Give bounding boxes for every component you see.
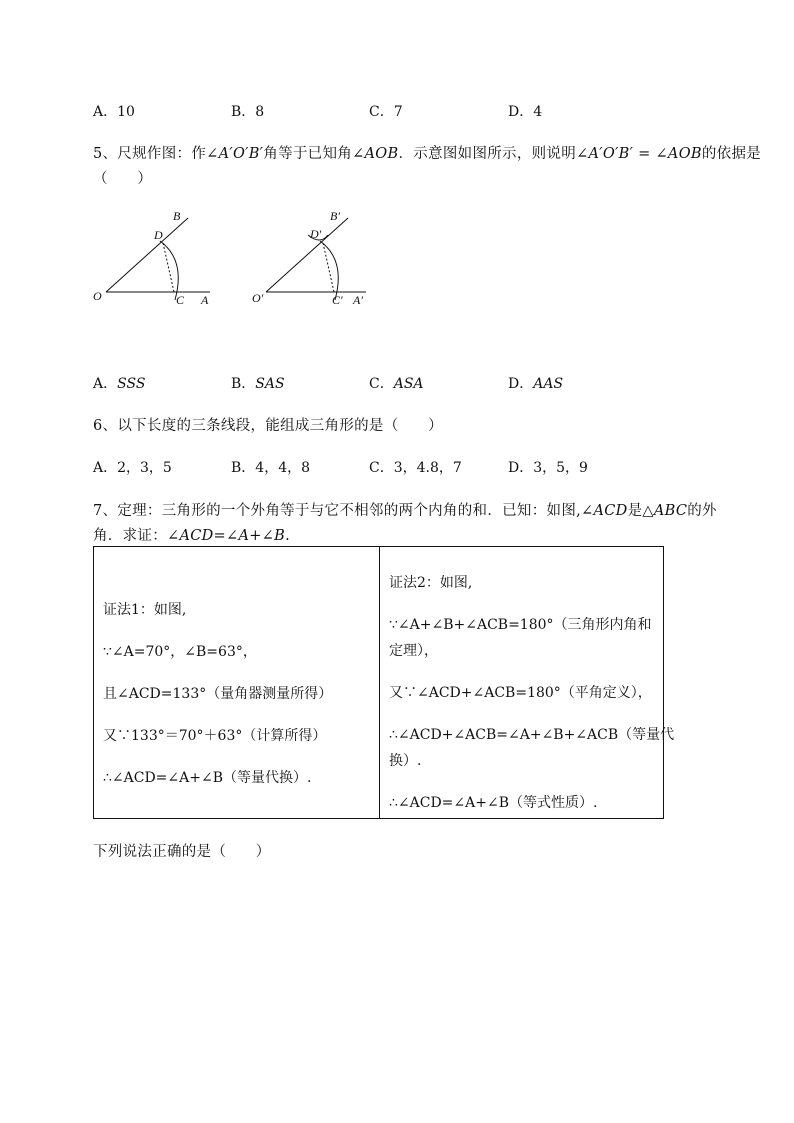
q4-option-d: D．4 bbox=[508, 104, 543, 120]
q5-text-c: ．示意图如图所示，则说明 bbox=[398, 146, 577, 162]
proof1-cell bbox=[94, 547, 380, 819]
label-b: B bbox=[173, 209, 181, 223]
q5-text-d: 的依据是 bbox=[701, 146, 762, 162]
q5-option-b bbox=[231, 373, 285, 393]
proof2-line7: ∴∠ACD=∠A+∠B（等式性质）. bbox=[389, 795, 598, 811]
proof2-title: 证法2：如图, bbox=[389, 575, 473, 591]
q7-angle-acd: ∠ACD bbox=[581, 503, 628, 519]
label-a-prime: A′ bbox=[353, 293, 363, 307]
q7-text-d: 角．求证： bbox=[93, 528, 167, 544]
q5-text-b: 角等于已知角 bbox=[263, 146, 353, 162]
q5-option-c-prefix: C． bbox=[369, 376, 394, 392]
label-b-prime: B′ bbox=[330, 209, 340, 223]
q7-text-end: . bbox=[285, 528, 290, 544]
q4-option-a: A．10 bbox=[93, 104, 135, 120]
proof1-title: 证法1：如图, bbox=[103, 602, 187, 618]
proof2-line6: 换）. bbox=[389, 753, 422, 769]
q5-stem bbox=[93, 142, 761, 163]
q5-figure bbox=[88, 205, 378, 310]
q7-stem-line1 bbox=[93, 499, 717, 520]
proof2-cell bbox=[380, 547, 675, 819]
ray-ob bbox=[106, 218, 188, 292]
q5-option-c-text: ASA bbox=[393, 376, 424, 392]
q5-option-a-prefix: A． bbox=[93, 376, 118, 392]
q7-text-c: 的外 bbox=[687, 503, 717, 519]
label-o: O bbox=[93, 289, 102, 303]
q4-option-b: B．8 bbox=[231, 104, 265, 120]
segment-d1c1 bbox=[323, 243, 334, 292]
segment-dc bbox=[163, 243, 174, 292]
proof2-line5: ∴∠ACD+∠ACB=∠A+∠B+∠ACB（等量代 bbox=[389, 727, 675, 743]
label-c: C bbox=[176, 293, 185, 307]
q6-option-c: C．3，4.8，7 bbox=[369, 460, 462, 476]
q6-option-a: A．2，3，5 bbox=[93, 460, 172, 476]
figure-angle-aob bbox=[93, 209, 210, 307]
q5-angle-1: ∠A′O′B′ bbox=[206, 146, 264, 162]
q5-option-a-text: SSS bbox=[117, 376, 146, 392]
q5-text-a: 5、尺规作图：作 bbox=[93, 146, 207, 162]
q5-angle-3: ∠A′O′B′ = ∠AOB bbox=[576, 146, 702, 162]
q7-stem-line2 bbox=[93, 524, 290, 545]
q5-angle-2: ∠AOB bbox=[352, 146, 399, 162]
label-d-prime: D′ bbox=[310, 227, 322, 241]
q4-option-c: C．7 bbox=[369, 104, 403, 120]
proof-table bbox=[93, 546, 675, 819]
q7-triangle-abc: △ABC bbox=[642, 503, 688, 519]
q5-option-d-text: AAS bbox=[533, 376, 564, 392]
q5-option-b-text: SAS bbox=[255, 376, 285, 392]
ray-o1b1 bbox=[266, 218, 348, 292]
proof1-line5: ∴∠ACD=∠A+∠B（等量代换）. bbox=[103, 770, 312, 786]
q5-option-c bbox=[369, 373, 424, 393]
q8-prompt: 下列说法正确的是（ ） bbox=[93, 844, 271, 860]
proof1-line2: ∵∠A=70°，∠B=63°， bbox=[103, 644, 257, 660]
q7-text-b: 是 bbox=[627, 503, 643, 519]
q6-option-d: D．3，5，9 bbox=[508, 460, 588, 476]
q5-option-d bbox=[508, 373, 563, 393]
label-d: D bbox=[154, 228, 163, 242]
label-o-prime: O′ bbox=[252, 291, 264, 305]
q5-option-d-prefix: D． bbox=[508, 376, 534, 392]
q5-option-a bbox=[93, 373, 145, 393]
q6-option-b: B．4，4，8 bbox=[231, 460, 311, 476]
label-a: A bbox=[201, 293, 209, 307]
proof2-line4: 又∵∠ACD+∠ACB=180°（平角定义）， bbox=[389, 685, 652, 701]
q5-answer-brackets: （ ） bbox=[93, 171, 153, 187]
proof1-line3: 且∠ACD=133°（量角器测量所得） bbox=[103, 686, 333, 702]
q6-stem: 6、以下长度的三条线段，能组成三角形的是（ ） bbox=[93, 418, 443, 434]
figure-angle-a1o1b1 bbox=[252, 209, 366, 307]
label-c-prime: C′ bbox=[332, 293, 343, 307]
proof2-line3: 定理）， bbox=[389, 643, 438, 659]
q7-text-a: 7、定理：三角形的一个外角等于与它不相邻的两个内角的和．已知：如图, bbox=[93, 503, 582, 519]
q5-option-b-prefix: B． bbox=[231, 376, 256, 392]
q7-equation: ∠ACD=∠A+∠B bbox=[167, 528, 286, 544]
proof2-line2: ∵∠A+∠B+∠ACB=180°（三角形内角和 bbox=[389, 617, 652, 633]
proof1-line4: 又∵133°＝70°＋63°（计算所得） bbox=[103, 728, 327, 744]
